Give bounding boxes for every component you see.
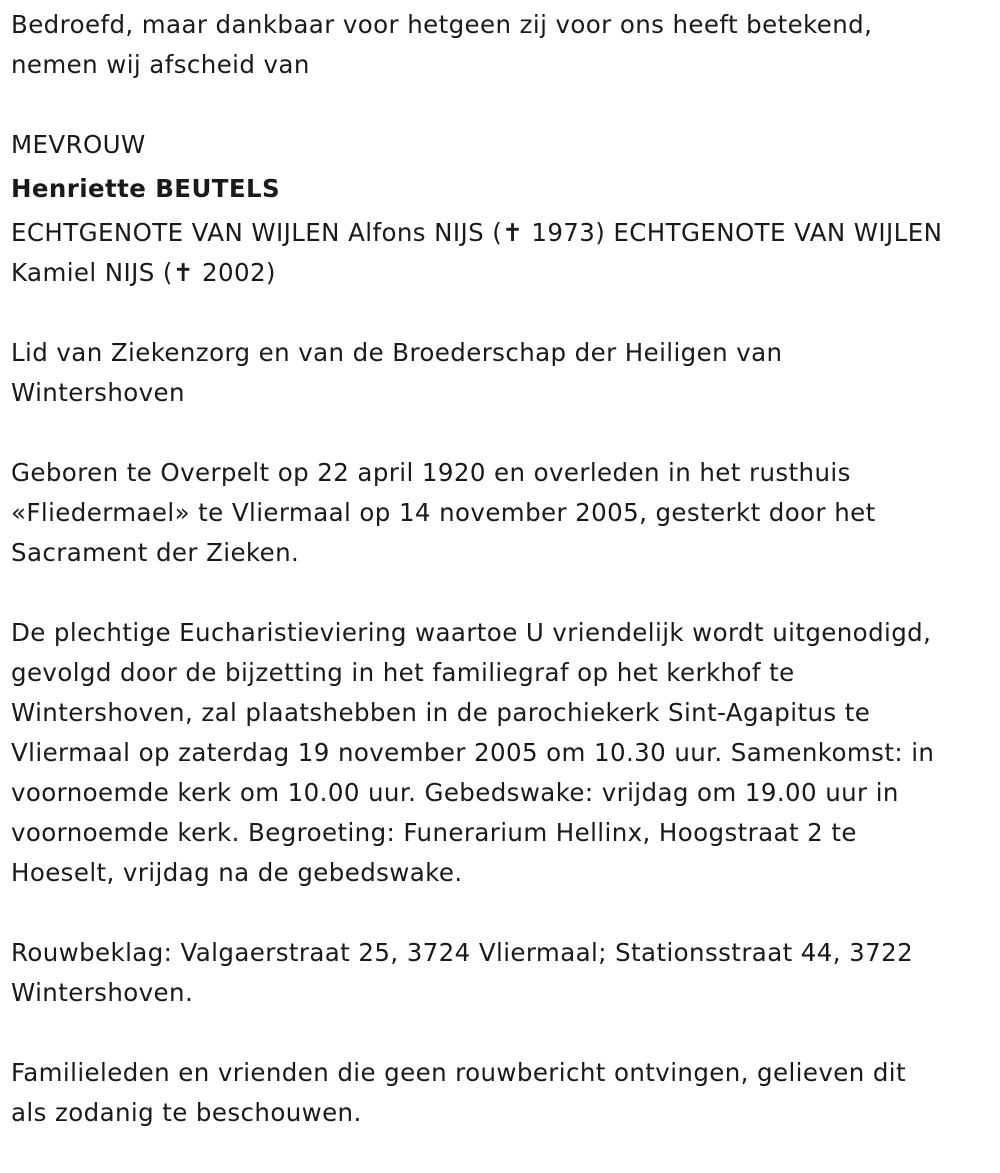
condolences-paragraph [11,933,991,1013]
intro-line: nemen wij afscheid van [11,50,310,79]
ceremony-line: Hoeselt, vrijdag na de gebedswake. [11,858,463,887]
birth-death-paragraph [11,453,991,573]
ceremony-paragraph [11,613,991,893]
spouses-paragraph [11,213,991,293]
membership-paragraph [11,333,991,413]
ceremony-line: Vliermaal op zaterdag 19 november 2005 om 10.30 uur. Samenkomst: in [11,738,935,767]
membership-line: Lid van Ziekenzorg en van de Broederschap der Heiligen van [11,338,783,367]
birth-death-line: Sacrament der Zieken. [11,538,300,567]
ceremony-line: Wintershoven, zal plaatshebben in de parochiekerk Sint-Agapitus te [11,698,871,727]
closing-paragraph [11,1053,991,1133]
honorific-title: MEVROUW [11,130,146,159]
closing-line: als zodanig te beschouwen. [11,1098,362,1127]
condolences-line: Wintershoven. [11,978,194,1007]
ceremony-line: voornoemde kerk. Begroeting: Funerarium Hellinx, Hoogstraat 2 te [11,818,857,847]
intro-paragraph [11,5,991,85]
membership-line: Wintershoven [11,378,185,407]
ceremony-line: De plechtige Eucharistieviering waartoe U vriendelijk wordt uitgenodigd, [11,618,932,647]
intro-line: Bedroefd, maar dankbaar voor hetgeen zij voor ons heeft betekend, [11,10,873,39]
ceremony-line: voornoemde kerk om 10.00 uur. Gebedswake: vrijdag om 19.00 uur in [11,778,899,807]
deceased-name: Henriette BEUTELS [11,174,281,203]
birth-death-line: Geboren te Overpelt op 22 april 1920 en overleden in het rusthuis [11,458,851,487]
spouses-line: Kamiel NIJS (✝ 2002) [11,258,276,287]
obituary-document [11,5,991,1173]
condolences-line: Rouwbeklag: Valgaerstraat 25, 3724 Vliermaal; Stationsstraat 44, 3722 [11,938,914,967]
spouses-line: ECHTGENOTE VAN WIJLEN Alfons NIJS (✝ 1973) ECHTGENOTE VAN WIJLEN [11,218,943,247]
birth-death-line: «Fliedermael» te Vliermaal op 14 november 2005, gesterkt door het [11,498,876,527]
closing-line: Familieleden en vrienden die geen rouwbericht ontvingen, gelieven dit [11,1058,907,1087]
ceremony-line: gevolgd door de bijzetting in het familiegraf op het kerkhof te [11,658,795,687]
